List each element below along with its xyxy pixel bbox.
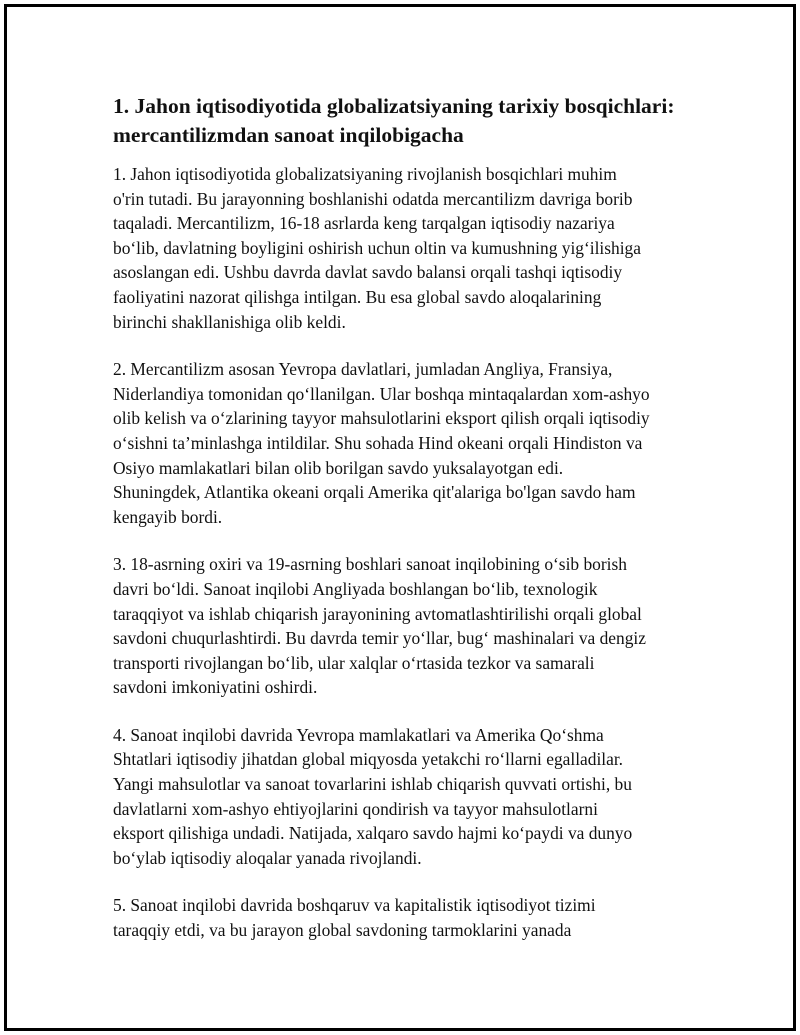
document-body [113,92,713,966]
text-line: savdoni chuqurlashtirdi. Bu davrda temir yo‘llar, bug‘ mashinalari va dengiz [113,628,646,649]
paragraph-4 [113,723,713,871]
paragraph-2 [113,357,713,529]
text-line: birinchi shakllanishiga olib keldi. [113,311,346,332]
text-line: 3. 18-asrning oxiri va 19-asrning boshlari sanoat inqilobining o‘sib borish [113,554,627,575]
text-line: transporti rivojlangan bo‘lib, ular xalqlar o‘rtasida tezkor va samarali [113,652,595,673]
text-line: taqaladi. Mercantilizm, 16-18 asrlarda keng tarqalgan iqtisodiy nazariya [113,213,615,234]
text-line: Shuningdek, Atlantika okeani orqali Amerika qit'alariga bo'lgan savdo ham [113,482,636,503]
text-line: taraqqiy etdi, va bu jarayon global savdoning tarmoklarini yanada [113,920,572,941]
text-line: asoslangan edi. Ushbu davrda davlat savdo balansi orqali tashqi iqtisodiy [113,262,623,283]
document-title [113,92,713,150]
text-line: o‘sishni ta’minlashga intildilar. Shu sohada Hind okeani orqali Hindiston va [113,432,643,453]
text-line: faoliyatini nazorat qilishga intilgan. Bu esa global savdo aloqalarining [113,286,602,307]
text-line: Yangi mahsulotlar va sanoat tovarlarini ishlab chiqarish quvvati ortishi, bu [113,774,632,795]
text-line: 5. Sanoat inqilobi davrida boshqaruv va kapitalistik iqtisodiyot tizimi [113,895,596,916]
text-line: 2. Mercantilizm asosan Yevropa davlatlari, jumladan Angliya, Fransiya, [113,359,613,380]
paragraph-list [113,162,713,943]
text-line: olib kelish va o‘zlarining tayyor mahsulotlarini eksport qilish orqali iqtisodiy [113,408,650,429]
text-line: davri bo‘ldi. Sanoat inqilobi Angliyada boshlangan bo‘lib, texnologik [113,578,598,599]
text-line: eksport qilishiga undadi. Natijada, xalqaro savdo hajmi ko‘paydi va dunyo [113,823,633,844]
text-line: 4. Sanoat inqilobi davrida Yevropa mamlakatlari va Amerika Qo‘shma [113,724,604,745]
text-line: Niderlandiya tomonidan qo‘llanilgan. Ular boshqa mintaqalardan xom-ashyo [113,383,650,404]
text-line: Osiyo mamlakatlari bilan olib borilgan savdo yuksalayotgan edi. [113,457,564,478]
text-line: bo‘ylab iqtisodiy aloqalar yanada rivojlandi. [113,847,422,868]
text-line: davlatlarni xom-ashyo ehtiyojlarini qondirish va tayyor mahsulotlarni [113,798,598,819]
text-line: bo‘lib, davlatning boyligini oshirish uchun oltin va kumushning yig‘ilishiga [113,237,641,258]
paragraph-3 [113,552,713,700]
text-line: savdoni imkoniyatini oshirdi. [113,677,318,698]
text-line: o'rin tutadi. Bu jarayonning boshlanishi odatda mercantilizm davriga borib [113,188,633,209]
title-line: 1. Jahon iqtisodiyotida globalizatsiyaning tarixiy bosqichlari: [113,94,675,118]
text-line: kengayib bordi. [113,506,223,527]
title-line: mercantilizmdan sanoat inqilobigacha [113,123,464,147]
text-line: 1. Jahon iqtisodiyotida globalizatsiyaning rivojlanish bosqichlari muhim [113,164,617,184]
paragraph-1 [113,162,713,334]
text-line: Shtatlari iqtisodiy jihatdan global miqyosda yetakchi ro‘llarni egalladilar. [113,749,624,770]
paragraph-5 [113,893,713,942]
text-line: taraqqiyot va ishlab chiqarish jarayonining avtomatlashtirilishi orqali global [113,603,642,624]
